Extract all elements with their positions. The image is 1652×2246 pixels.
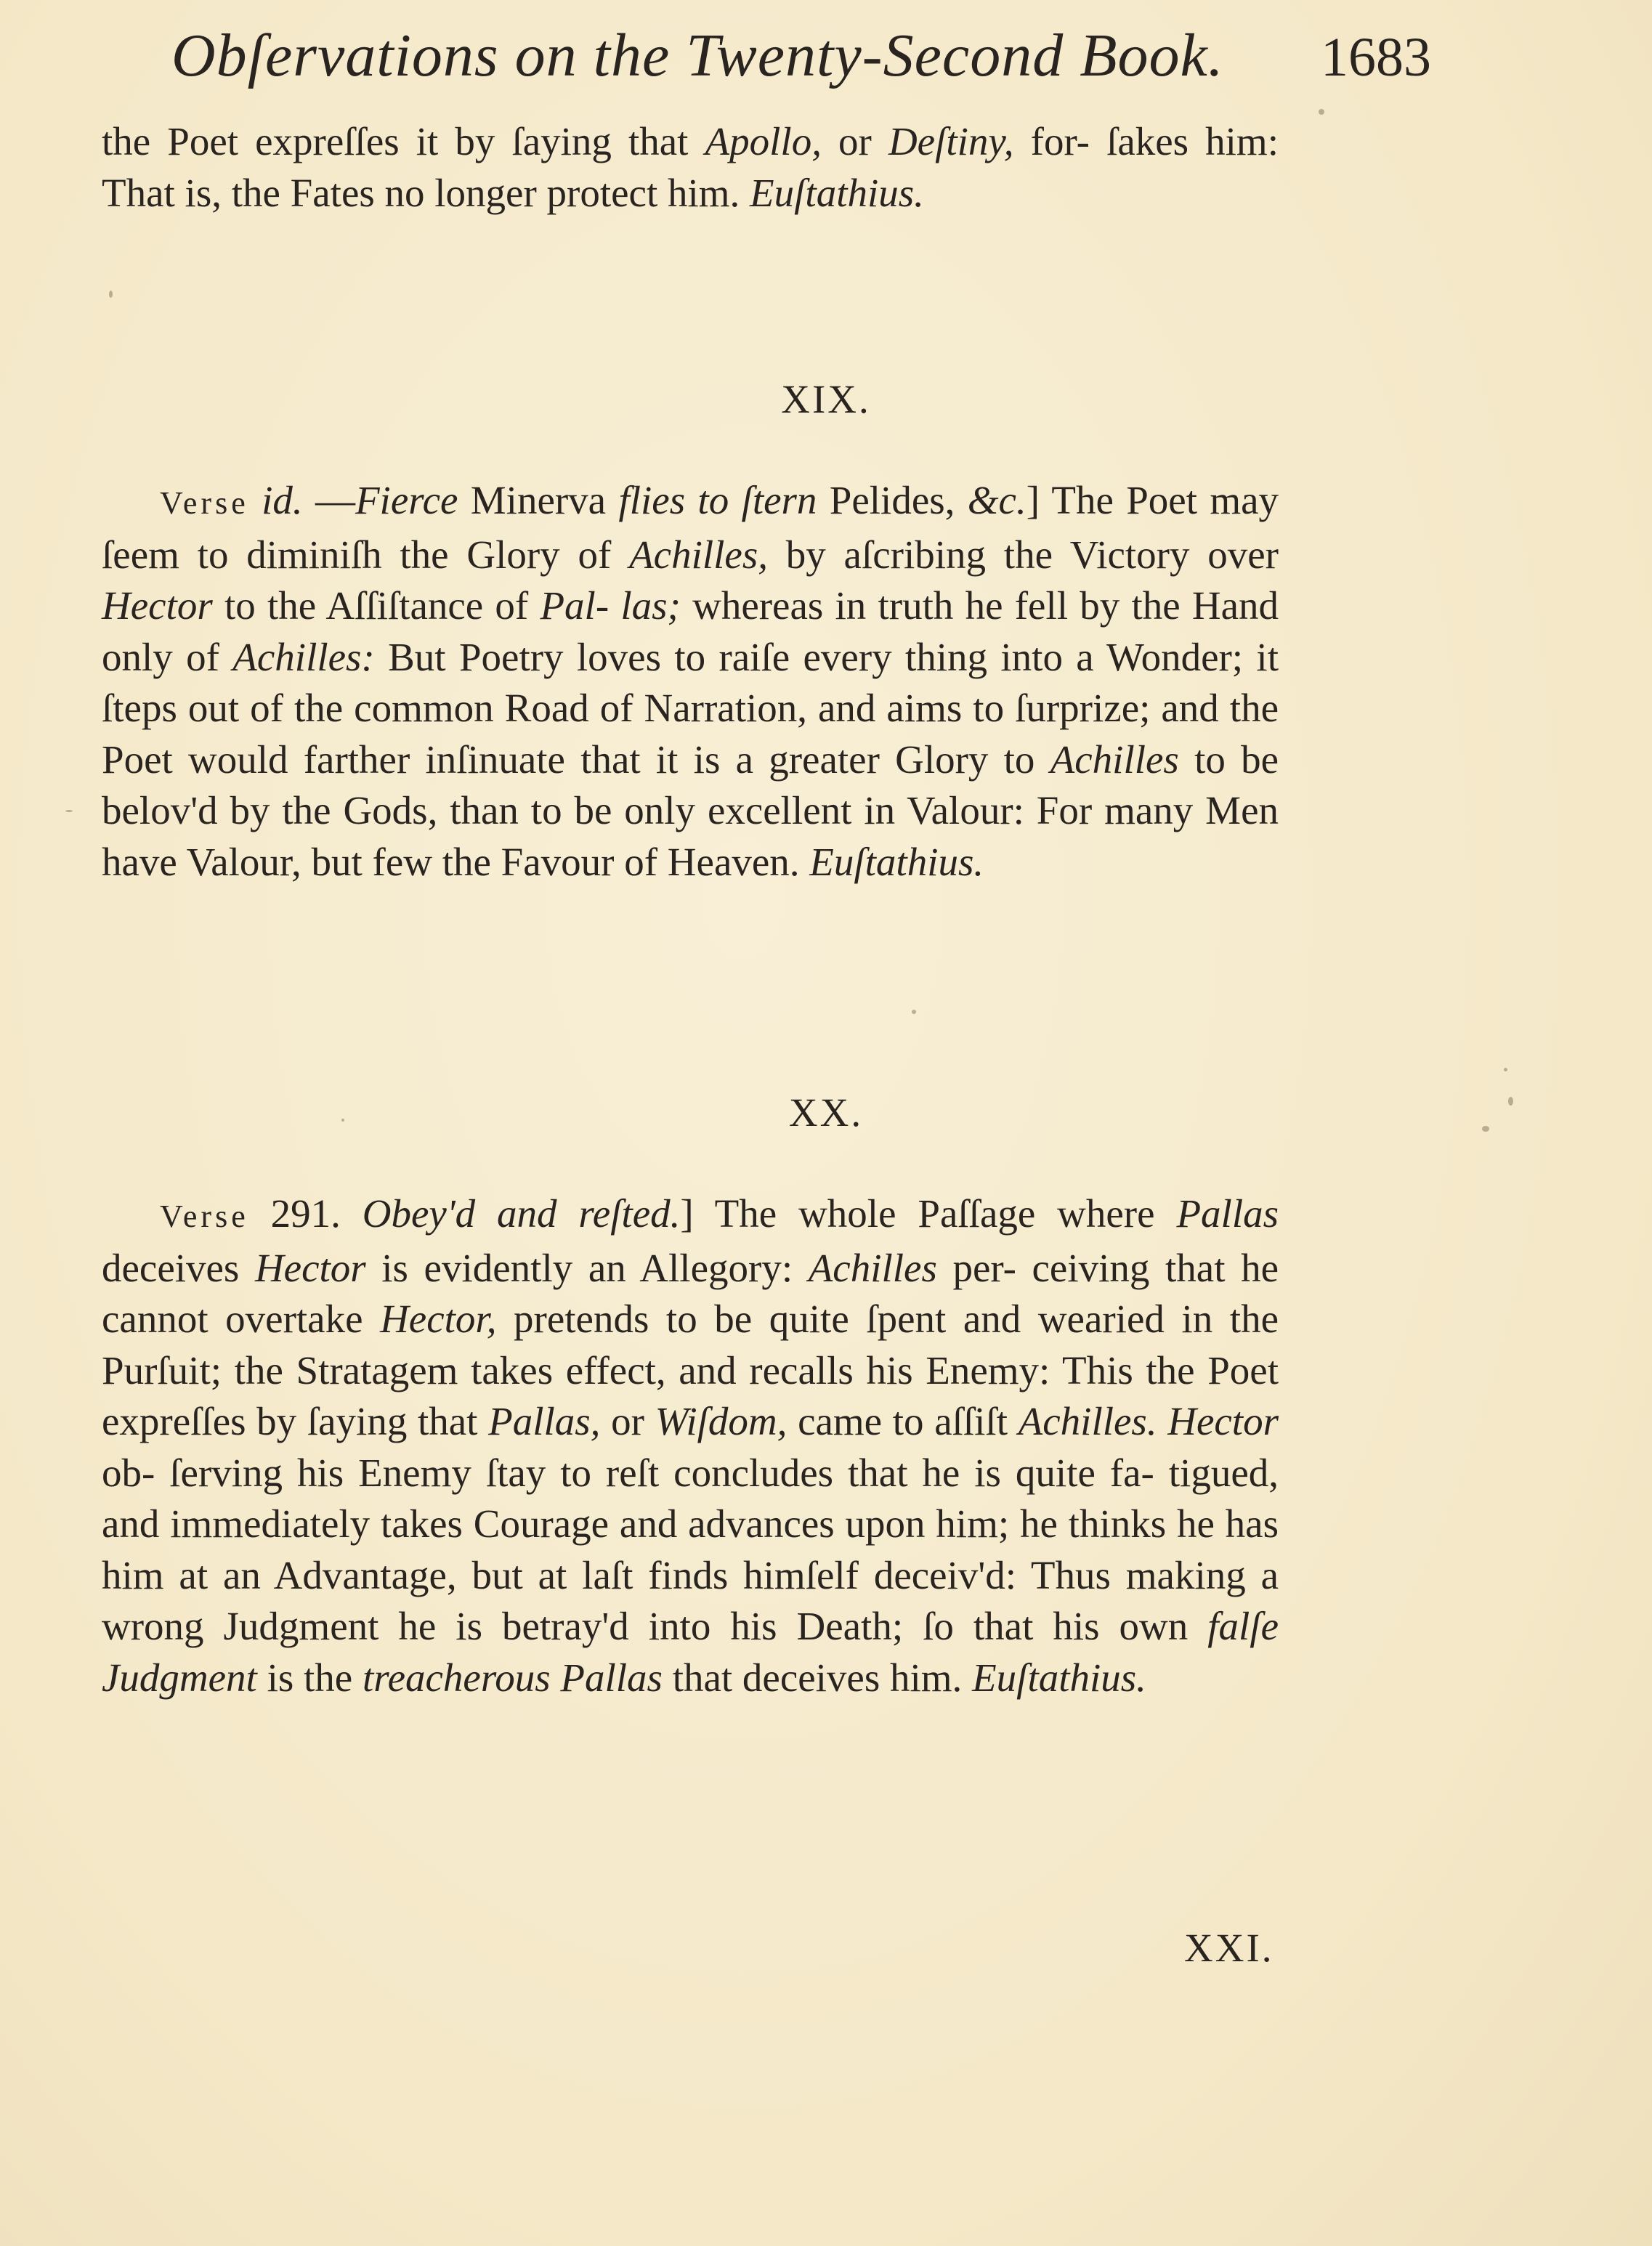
paper-speck [1508, 1097, 1513, 1106]
paper-speck [341, 1119, 344, 1122]
running-head: Obſervations on the Twenty-Second Book. [171, 22, 1224, 89]
verse-ref: id. [262, 478, 303, 522]
section-xix-paragraph: Verse id. —Fierce Minerva flies to ſtern Pelides, &c.] The Poet may ſeem to diminiſh the Glory of Achilles, by aſcribing the Victory over Hector to the Aſſiſtance of Pal- las; whereas in truth he fell by the Hand only of Achilles: But Poetry loves to raiſe every thing into a Wonder; it ſteps out of the common Road of Narration, and aims to ſurprize; and the Poet would farther inſinuate that it is a greater Glory to Achilles to be belov'd by the Gods, than to be only excellent in Valour: For many Men have Valour, but few the Favour of Heaven. Euſtathius. [102, 478, 1279, 884]
page-number: 1683 [1321, 27, 1431, 88]
paper-speck [65, 810, 73, 812]
catchword: XXI. [1184, 1926, 1274, 1970]
paper-speck [912, 1010, 916, 1014]
paper-speck [109, 291, 113, 298]
verse-ref: 291. [270, 1191, 341, 1236]
verse-label: Verse [160, 485, 249, 521]
paper-speck [1319, 109, 1324, 115]
section-xx-paragraph: Verse 291. Obey'd and reſted.] The whole Paſſage where Pallas deceives Hector is evidently an Allegory: Achilles per- ceiving that he cannot overtake Hector, pretends to be quite ſpent and wearied in the Purſuit; the Stratagem takes effect, and recalls his Enemy: This the Poet expreſſes by ſaying that Pallas, or Wiſdom, came to aſſiſt Achilles. Hector ob- ſerving his Enemy ſtay to reſt concludes that he is quite fa- tigued, and immediately takes Courage and advances upon him; he thinks he has him at an Advantage, but at laſt finds himſelf deceiv'd: Thus making a wrong Judgment he is betray'd into his Death; ſo that his own falſe Judgment is the treacherous Pallas that deceives him. Euſtathius. [102, 1191, 1279, 1700]
attribution: Euſtathius. [972, 1655, 1146, 1700]
attribution: Euſtathius. [809, 839, 984, 884]
section-heading-xix: XIX. [781, 377, 871, 421]
section-heading-xx: XX. [788, 1090, 864, 1135]
continuation-paragraph: the Poet expreſſes it by ſaying that Apollo, or Deſtiny, for- ſakes him: That is, the Fates no longer protect him. Euſtathius. [102, 119, 1279, 215]
paper-speck [1504, 1068, 1507, 1071]
attribution: Euſtathius. [750, 170, 924, 215]
paper-speck [1482, 1126, 1489, 1132]
verse-label: Verse [160, 1199, 249, 1234]
